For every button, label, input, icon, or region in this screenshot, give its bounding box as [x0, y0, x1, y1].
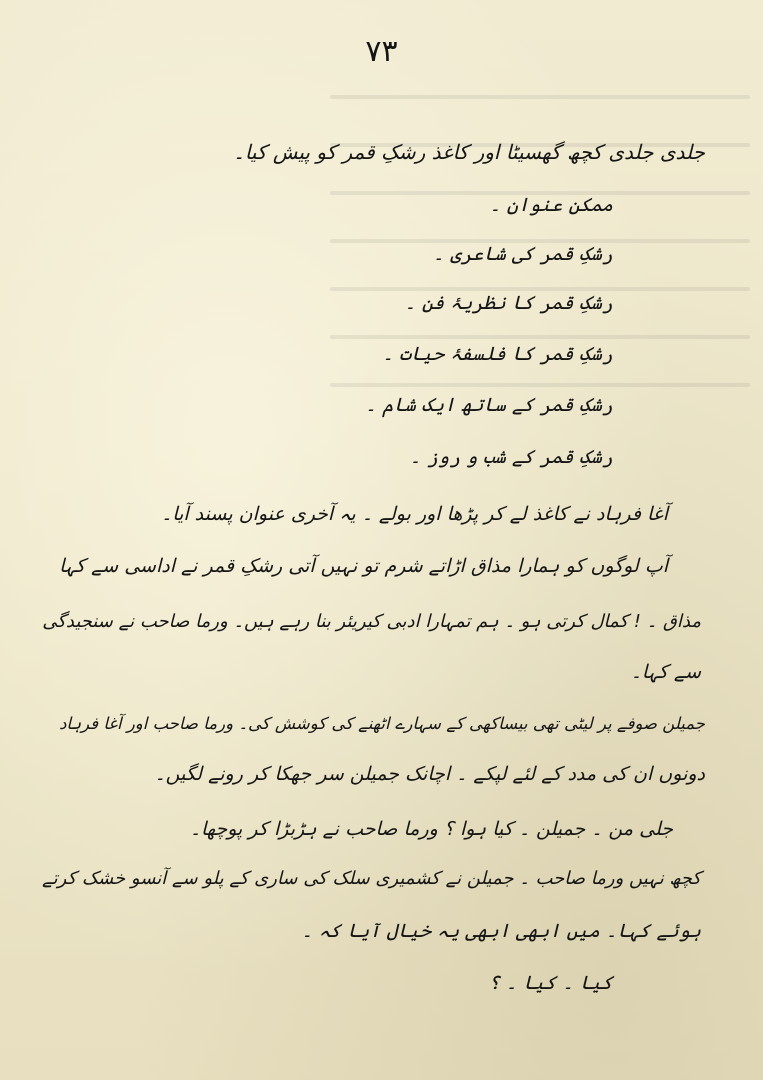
page-number: ۷۳: [365, 34, 398, 69]
text-line: ہوئے کہا۔ میں ابھی ابھی یہ خیال آیا کہ ۔: [301, 920, 701, 942]
text-line: رشکِ قمر کا نظریۂ فن ۔: [404, 292, 613, 314]
text-line: دونوں ان کی مدد کے لئے لپکے ۔ اچانک جمیلن سر جھکا کر رونے لگیں۔: [154, 763, 705, 785]
text-line: کچھ نہیں ورما صاحب ۔ جمیلن نے کشمیری سلک کی ساری کے پلو سے آنسو خشک کرتے: [42, 868, 701, 889]
text-line: سے کہا۔: [630, 661, 701, 683]
text-line: جمیلن صوفے پر لیٹی تھی بیساکھی کے سہارے اٹھنے کی کوشش کی۔ ورما صاحب اور آغا فرہاد: [59, 714, 705, 733]
text-line: مذاق ۔ ! کمال کرتی ہو ۔ ہم تمہارا ادبی کیریئر بنا رہے ہیں۔ ورما صاحب نے سنجیدگی: [42, 611, 701, 632]
text-line: جلی من ۔ جمیلن ۔ کیا ہوا ؟ ورما صاحب نے ہڑبڑا کر پوچھا۔: [189, 818, 673, 840]
text-line: جلدی جلدی کچھ گھسیٹا اور کاغذ رشکِ قمر کو پیش کیا۔: [233, 140, 705, 164]
text-line: رشکِ قمر کے شب و روز ۔: [409, 446, 613, 468]
text-line: کیا ۔ کیا ۔ ؟: [488, 972, 613, 994]
text-line: رشکِ قمر کا فلسفۂ حیات ۔: [382, 343, 613, 365]
text-line: رشکِ قمر کے ساتھ ایک شام ۔: [365, 394, 613, 416]
text-line: رشکِ قمر کی شاعری ۔: [432, 243, 613, 265]
text-line: آپ لوگوں کو ہمارا مذاق اڑاتے شرم تو نہیں آتی رشکِ قمر نے اداسی سے کہا: [59, 555, 668, 577]
text-line: ممکن عنوان ۔: [489, 194, 613, 216]
text-line: آغا فرہاد نے کاغذ لے کر پڑھا اور بولے ۔ یہ آخری عنوان پسند آیا۔: [161, 503, 668, 525]
